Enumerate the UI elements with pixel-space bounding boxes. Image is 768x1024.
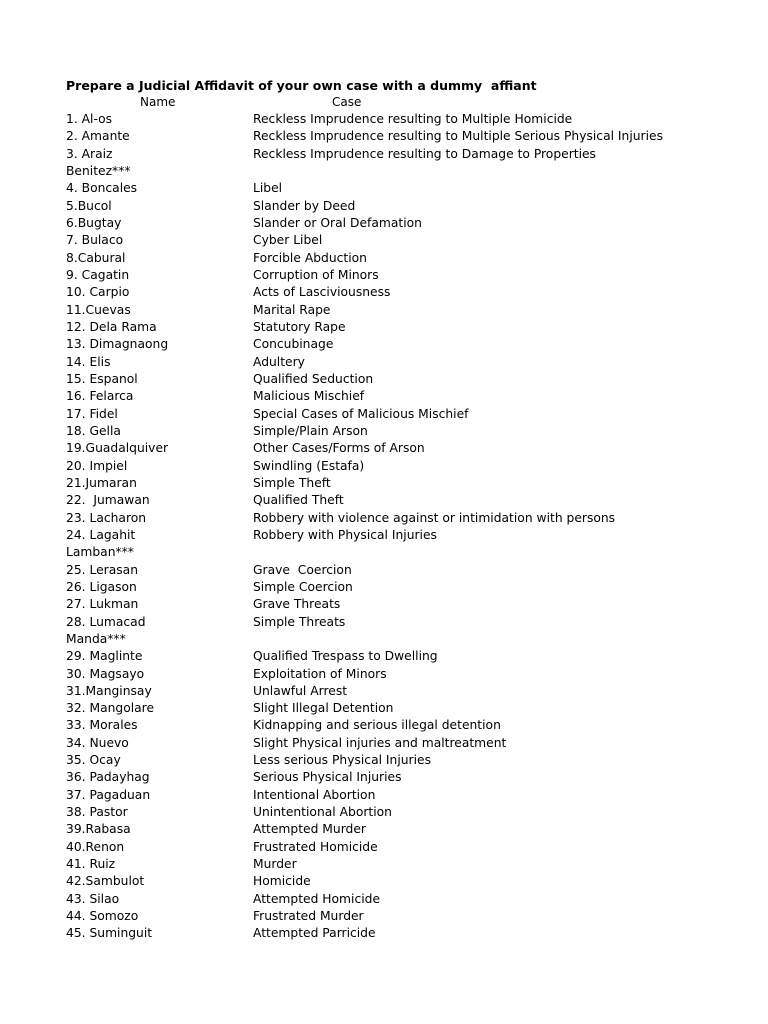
case-title: Swindling (Estafa) bbox=[253, 458, 365, 473]
column-header-case: Case bbox=[332, 95, 362, 109]
list-item bbox=[66, 302, 756, 319]
case-title: Libel bbox=[253, 181, 283, 196]
student-name: 31.Manginsay bbox=[66, 683, 152, 698]
student-name: 41. Ruiz bbox=[66, 857, 116, 872]
case-title: Forcible Abduction bbox=[253, 250, 367, 265]
list-item bbox=[66, 527, 756, 544]
student-name: 25. Lerasan bbox=[66, 562, 138, 577]
student-name: 21.Jumaran bbox=[66, 475, 137, 490]
list-item bbox=[66, 388, 756, 405]
list-item bbox=[66, 787, 756, 804]
student-name: 10. Carpio bbox=[66, 285, 130, 300]
student-name: 16. Felarca bbox=[66, 389, 134, 404]
case-title: Marital Rape bbox=[253, 302, 331, 317]
case-title: Concubinage bbox=[253, 337, 334, 352]
list-item bbox=[66, 717, 756, 734]
list-item bbox=[66, 925, 756, 942]
list-item bbox=[66, 284, 756, 301]
student-name: Manda*** bbox=[66, 631, 126, 646]
student-name: 33. Morales bbox=[66, 718, 138, 733]
case-title: Robbery with Physical Injuries bbox=[253, 527, 437, 542]
case-title: Cyber Libel bbox=[253, 233, 323, 248]
student-name: 1. Al-os bbox=[66, 112, 113, 126]
list-item bbox=[66, 856, 756, 873]
student-name: 17. Fidel bbox=[66, 406, 118, 421]
list-item bbox=[66, 648, 756, 665]
student-name: 9. Cagatin bbox=[66, 267, 130, 282]
case-title: Reckless Imprudence resulting to Damage to Properties bbox=[253, 146, 596, 161]
list-item bbox=[66, 752, 756, 769]
case-title: Reckless Imprudence resulting to Multiple Serious Physical Injuries bbox=[253, 129, 664, 144]
case-title: Simple Theft bbox=[253, 475, 331, 490]
student-name: Benitez*** bbox=[66, 163, 131, 178]
list-item bbox=[66, 873, 756, 890]
student-name: 3. Araiz bbox=[66, 146, 113, 161]
list-item bbox=[66, 319, 756, 336]
list-item bbox=[66, 562, 756, 579]
case-title: Murder bbox=[253, 857, 297, 872]
student-name: 5.Bucol bbox=[66, 198, 112, 213]
case-title: Special Cases of Malicious Mischief bbox=[253, 406, 469, 421]
list-item bbox=[66, 267, 756, 284]
student-name: 28. Lumacad bbox=[66, 614, 146, 629]
student-name: 26. Ligason bbox=[66, 579, 137, 594]
student-name: 43. Silao bbox=[66, 891, 120, 906]
list-item bbox=[66, 700, 756, 717]
case-title: Exploitation of Minors bbox=[253, 666, 387, 681]
student-name: 34. Nuevo bbox=[66, 735, 129, 750]
list-item bbox=[66, 596, 756, 613]
case-title: Corruption of Minors bbox=[253, 267, 379, 282]
student-name: 20. Impiel bbox=[66, 458, 128, 473]
case-title: Attempted Homicide bbox=[253, 891, 381, 906]
list-item bbox=[66, 492, 756, 509]
student-name: 45. Suminguit bbox=[66, 926, 153, 941]
list-item bbox=[66, 891, 756, 908]
student-name: 14. Elis bbox=[66, 354, 111, 369]
list-item bbox=[66, 666, 756, 683]
student-name: 6.Bugtay bbox=[66, 215, 122, 230]
student-name: 44. Somozo bbox=[66, 909, 139, 924]
list-item bbox=[66, 475, 756, 492]
student-name: 2. Amante bbox=[66, 129, 130, 144]
case-title: Homicide bbox=[253, 874, 311, 889]
case-title: Serious Physical Injuries bbox=[253, 770, 402, 785]
case-title: Adultery bbox=[253, 354, 305, 369]
student-name: Lamban*** bbox=[66, 545, 134, 560]
list-item bbox=[66, 579, 756, 596]
student-name: 40.Renon bbox=[66, 839, 125, 854]
student-name: 42.Sambulot bbox=[66, 874, 145, 889]
case-title: Reckless Imprudence resulting to Multiple Homicide bbox=[253, 112, 573, 126]
list-item bbox=[66, 371, 756, 388]
student-name: 11.Cuevas bbox=[66, 302, 131, 317]
list-item bbox=[66, 735, 756, 752]
student-name: 36. Padayhag bbox=[66, 770, 150, 785]
document-title: Prepare a Judicial Affidavit of your own case with a dummy affiant bbox=[66, 78, 537, 93]
student-name: 15. Espanol bbox=[66, 371, 138, 386]
student-name: 8.Cabural bbox=[66, 250, 126, 265]
list-item bbox=[66, 804, 756, 821]
case-title: Frustrated Homicide bbox=[253, 839, 378, 854]
list-item bbox=[66, 198, 756, 215]
case-title: Unlawful Arrest bbox=[253, 683, 348, 698]
case-title: Malicious Mischief bbox=[253, 389, 365, 404]
list-item bbox=[66, 406, 756, 423]
student-name: 39.Rabasa bbox=[66, 822, 131, 837]
list-item bbox=[66, 544, 756, 561]
list-item bbox=[66, 631, 756, 648]
case-title: Grave Coercion bbox=[253, 562, 352, 577]
list-item bbox=[66, 423, 756, 440]
student-name: 35. Ocay bbox=[66, 753, 121, 768]
case-title: Statutory Rape bbox=[253, 319, 346, 334]
student-name: 37. Pagaduan bbox=[66, 787, 151, 802]
case-title: Robbery with violence against or intimidation with persons bbox=[253, 510, 616, 525]
student-name: 13. Dimagnaong bbox=[66, 337, 169, 352]
case-title: Kidnapping and serious illegal detention bbox=[253, 718, 501, 733]
list-item bbox=[66, 128, 756, 145]
list-item bbox=[66, 232, 756, 249]
column-header-name: Name bbox=[140, 95, 176, 109]
student-name: 19.Guadalquiver bbox=[66, 441, 169, 456]
student-name: 30. Magsayo bbox=[66, 666, 145, 681]
case-title: Intentional Abortion bbox=[253, 787, 376, 802]
list-item bbox=[66, 839, 756, 856]
list-item bbox=[66, 683, 756, 700]
case-title: Slight Illegal Detention bbox=[253, 701, 394, 716]
student-name: 27. Lukman bbox=[66, 597, 139, 612]
list-item bbox=[66, 111, 756, 128]
case-title: Acts of Lasciviousness bbox=[253, 285, 391, 300]
case-title: Simple Coercion bbox=[253, 579, 353, 594]
list-item bbox=[66, 163, 756, 180]
list-item bbox=[66, 510, 756, 527]
case-title: Simple/Plain Arson bbox=[253, 423, 368, 438]
student-name: 4. Boncales bbox=[66, 181, 138, 196]
list-item bbox=[66, 440, 756, 457]
student-name: 23. Lacharon bbox=[66, 510, 147, 525]
list-item bbox=[66, 250, 756, 267]
case-title: Attempted Parricide bbox=[253, 926, 376, 941]
student-name: 12. Dela Rama bbox=[66, 319, 157, 334]
case-title: Grave Threats bbox=[253, 597, 341, 612]
student-name: 32. Mangolare bbox=[66, 701, 155, 716]
list-item bbox=[66, 458, 756, 475]
case-title: Qualified Seduction bbox=[253, 371, 374, 386]
student-name: 24. Lagahit bbox=[66, 527, 136, 542]
case-title: Other Cases/Forms of Arson bbox=[253, 441, 425, 456]
list-item bbox=[66, 821, 756, 838]
assignment-list bbox=[66, 111, 756, 943]
case-title: Qualified Trespass to Dwelling bbox=[253, 649, 438, 664]
list-item bbox=[66, 336, 756, 353]
case-title: Less serious Physical Injuries bbox=[253, 753, 432, 768]
list-item bbox=[66, 614, 756, 631]
case-title: Qualified Theft bbox=[253, 493, 344, 508]
list-item bbox=[66, 769, 756, 786]
case-title: Unintentional Abortion bbox=[253, 805, 392, 820]
student-name: 38. Pastor bbox=[66, 805, 128, 820]
case-title: Simple Threats bbox=[253, 614, 346, 629]
list-item bbox=[66, 215, 756, 232]
student-name: 7. Bulaco bbox=[66, 233, 124, 248]
list-item bbox=[66, 146, 756, 163]
student-name: 29. Maglinte bbox=[66, 649, 143, 664]
student-name: 18. Gella bbox=[66, 423, 121, 438]
case-title: Slight Physical injuries and maltreatment bbox=[253, 735, 507, 750]
list-item bbox=[66, 180, 756, 197]
case-title: Attempted Murder bbox=[253, 822, 366, 837]
case-title: Slander or Oral Defamation bbox=[253, 215, 422, 230]
list-item bbox=[66, 354, 756, 371]
list-item bbox=[66, 908, 756, 925]
case-title: Slander by Deed bbox=[253, 198, 356, 213]
student-name: 22. Jumawan bbox=[66, 493, 150, 508]
case-title: Frustrated Murder bbox=[253, 909, 364, 924]
